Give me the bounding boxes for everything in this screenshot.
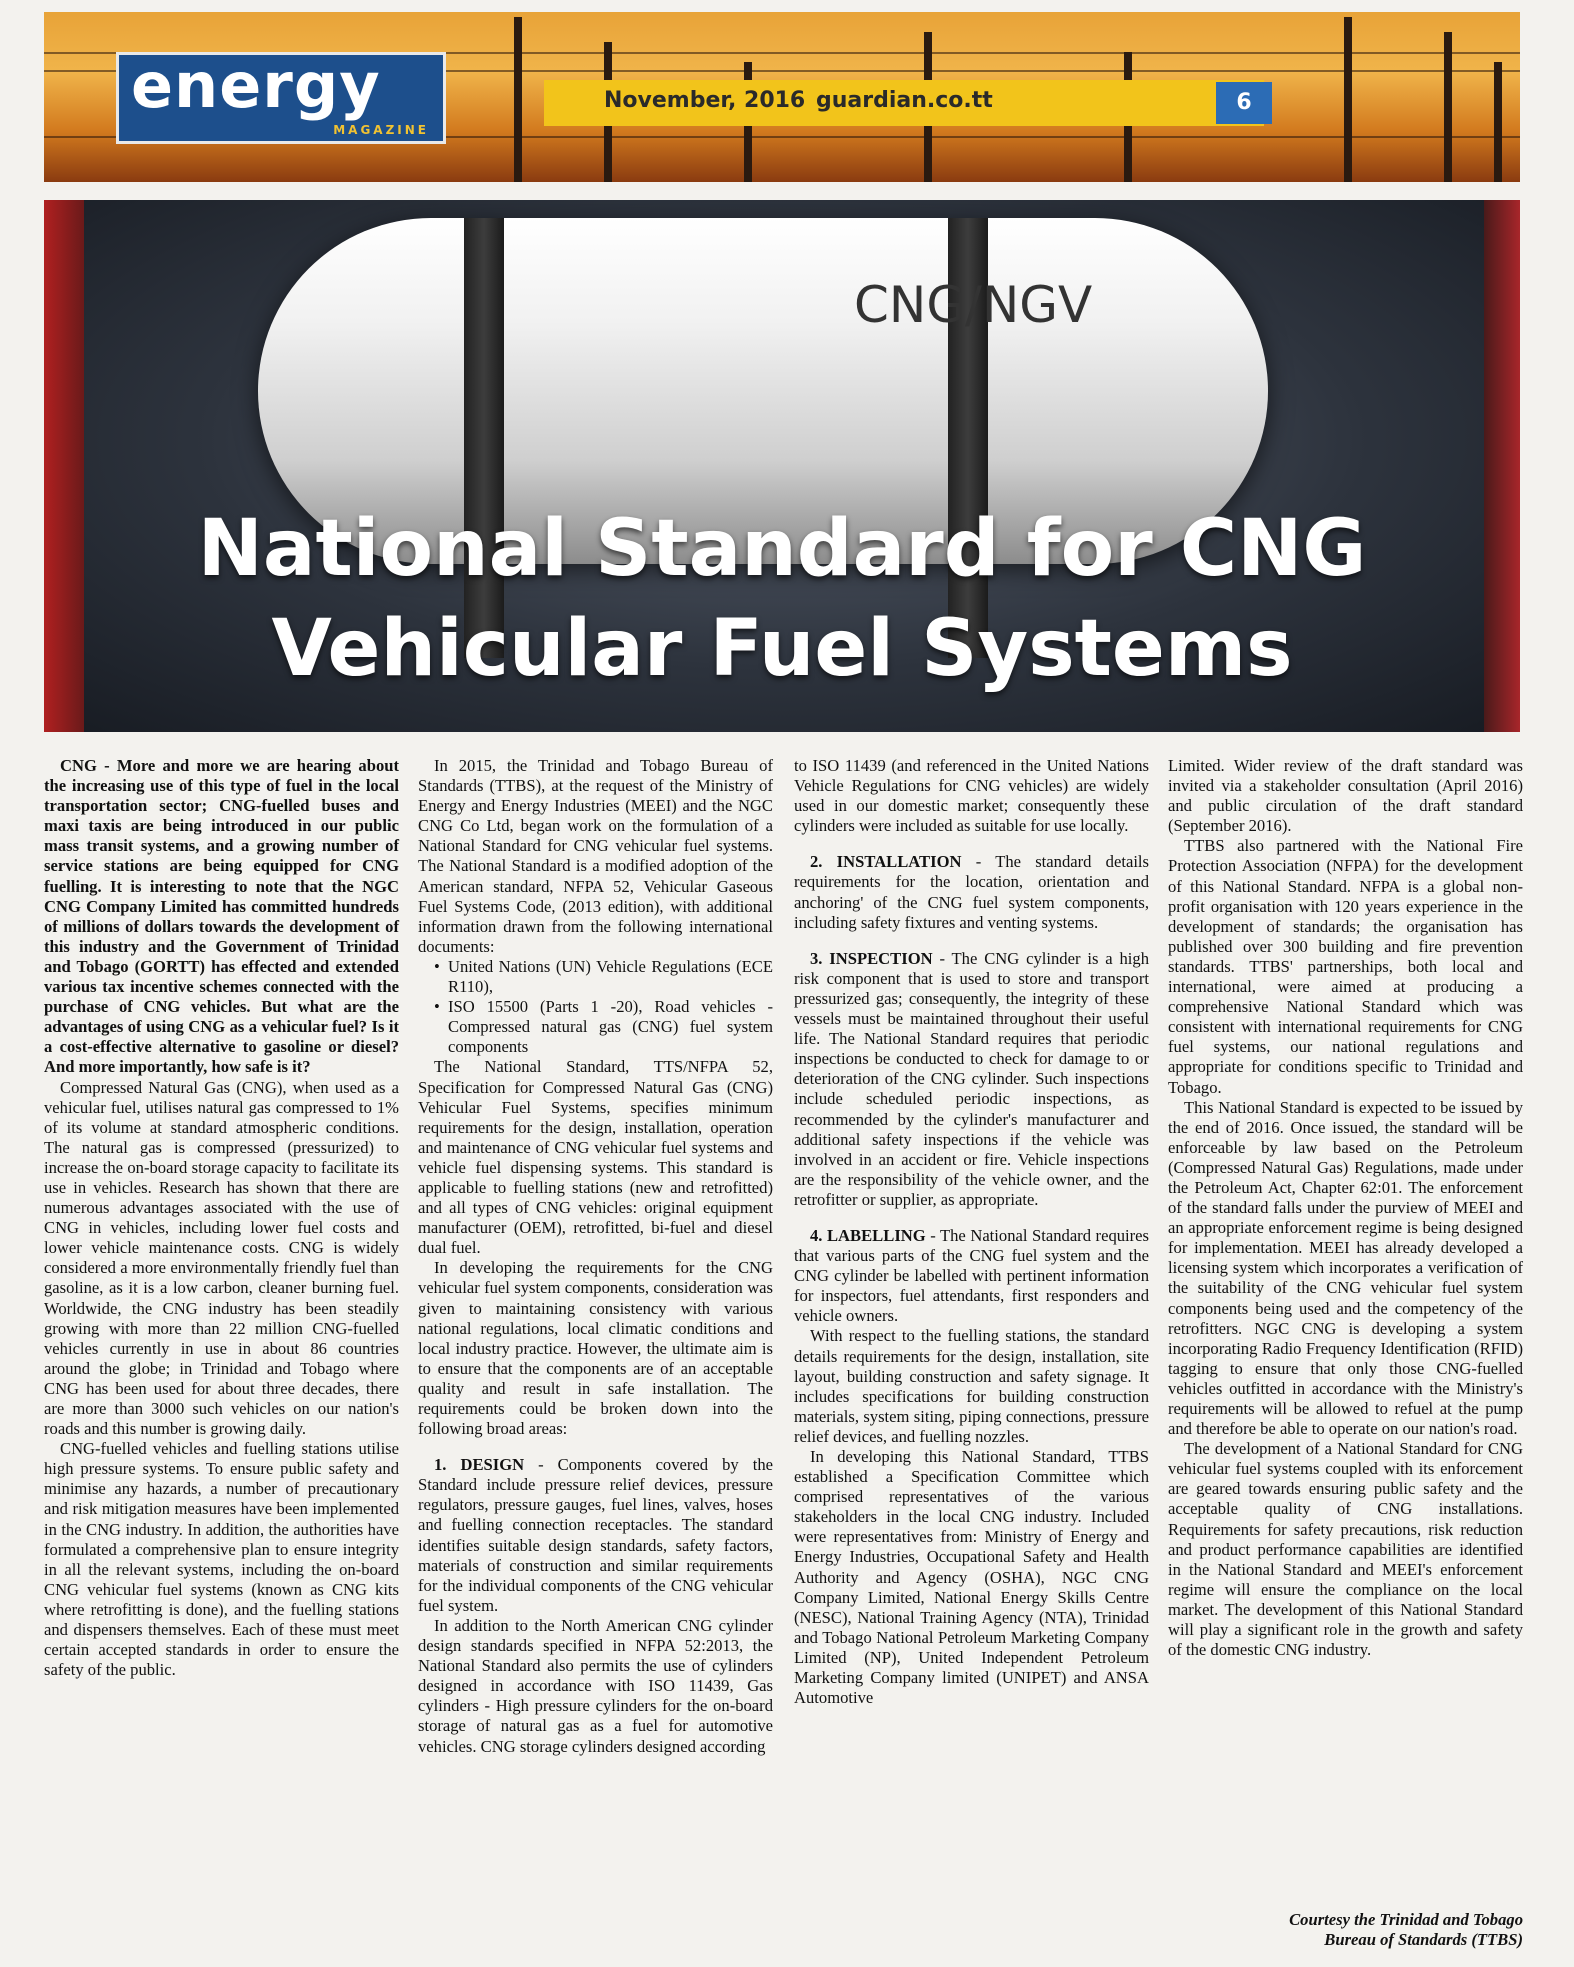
body-paragraph: In developing the requirements for the CNG vehicular fuel system components, consideration was given to maintaining consistency with various national regulations, local climatic conditions and local industry practice. However, the ultimate aim is to ensure that the components are of an acceptable quality and result in safe installation. The requirements could be broken down into the following broad areas: [418, 1258, 773, 1439]
list-item: • ISO 15500 (Parts 1 -20), Road vehicles - Compressed natural gas (CNG) fuel system components [436, 997, 773, 1057]
body-paragraph: CNG-fuelled vehicles and fuelling stations utilise high pressure systems. To ensure public safety and minimise any hazards, a number of precautionary and risk mitigation measures have been implemented in the CNG industry. In addition, the authorities have formulated a comprehensive plan to ensure integrity in all the relevant systems, including the on-board CNG vehicular fuel systems (known as CNG kits where retrofitting is done), and the fuelling stations and dispensers themselves. Each of these must meet certain accepted standards in order to ensure the safety of the public. [44, 1439, 399, 1680]
lead-paragraph [44, 756, 399, 1078]
body-paragraph: Limited. Wider review of the draft standard was invited via a stakeholder consultation (April 2016) and public circulation of the draft standard (September 2016). [1168, 756, 1523, 836]
section-installation [794, 852, 1149, 932]
section-inspection [794, 949, 1149, 1210]
section-heading: 2. INSTALLATION [810, 852, 962, 872]
article-column-3 [794, 756, 1149, 1708]
article-column-2 [418, 756, 773, 1757]
pylon-icon [1444, 32, 1452, 182]
section-text: - The standard details requirements for the location, orientation and anchoring' of the CNG fuel system components, including safety fixtures and venting systems. [794, 852, 1149, 932]
masthead-banner [44, 12, 1520, 182]
section-heading: 4. LABELLING [810, 1225, 926, 1245]
body-paragraph: to ISO 11439 (and referenced in the United Nations Vehicle Regulations for CNG vehicles) are widely used in our domestic market; consequently these cylinders were included as suitable for use locally. [794, 756, 1149, 836]
headline-line-1: National Standard for CNG [197, 504, 1367, 594]
credit-line-1: Courtesy the Trinidad and Tobago [1289, 1910, 1523, 1929]
section-heading: 1. DESIGN [434, 1455, 525, 1475]
headline-line-2: Vehicular Fuel Systems [271, 604, 1293, 694]
body-paragraph: The development of a National Standard for CNG vehicular fuel systems coupled with its enforcement are geared towards ensuring public safety and the acceptable quality of CNG installations. Requirements for safety precautions, risk reduction and product performance capabilities are identified in the National Standard and MEEI's enforcement regime will ensure the compliance on the local market. The development of this National Standard will play a significant role in the growth and safety of the domestic CNG industry. [1168, 1439, 1523, 1660]
logo-subtext: MAGAZINE [333, 123, 429, 137]
credit-line-2: Bureau of Standards (TTBS) [1324, 1930, 1523, 1949]
pylon-icon [514, 17, 522, 182]
section-text: - Components covered by the Standard include pressure relief devices, pressure regulators, pressure gauges, fuel lines, valves, hoses and fuelling connection receptacles. The standard identifies suitable design standards, safety factors, materials of construction and similar requirements for the individual components of the CNG vehicular fuel system. [418, 1455, 773, 1615]
body-paragraph: In addition to the North American CNG cylinder design standards specified in NFPA 52:2013, the National Standard also permits the use of cylinders designed in accordance with ISO 11439, Gas cylinders - High pressure cylinders for the on-board storage of natural gas as a fuel for automotive vehicles. CNG storage cylinders designed according [418, 1615, 773, 1756]
website-link[interactable]: guardian.co.tt [816, 88, 993, 113]
section-text: - The National Standard requires that various parts of the CNG fuel system and the CNG cylinder be labelled with pertinent information for inspectors, fuel attendants, first responders and vehicle owners. [794, 1225, 1149, 1326]
body-paragraph: In developing this National Standard, TTBS established a Specification Committee which comprised representatives of the various stakeholders in the local CNG industry. Included were representatives from: Ministry of Energy and Energy Industries, Occupational Safety and Health Authority and Agency (OSHA), NGC CNG Company Limited, National Energy Skills Centre (NESC), National Training Agency (NTA), Trinidad and Tobago National Petroleum Marketing Company Limited (NP), United Independent Petroleum Marketing Company limited (UNIPET) and ANSA Automotive [794, 1447, 1149, 1708]
lead-label: CNG [60, 756, 97, 775]
hero-image [44, 200, 1520, 732]
section-design [418, 1455, 773, 1616]
pylon-icon [1494, 62, 1502, 182]
list-item: • United Nations (UN) Vehicle Regulations (ECE R110), [436, 957, 773, 997]
body-paragraph: Compressed Natural Gas (CNG), when used as a vehicular fuel, utilises natural gas compressed to 1% of its volume at standard atmospheric conditions. The natural gas is compressed (pressurized) to increase the on-board storage capacity to facilitate its use in vehicles. Research has shown that there are numerous advantages associated with the use of CNG in vehicles, including lower fuel costs and lower vehicle maintenance costs. CNG is widely considered a more environmentally friendly fuel than gasoline, as it is a low carbon, cleaner burning fuel. Worldwide, the CNG industry has been steadily growing with more than 22 million CNG-fuelled vehicles currently in use in about 86 countries around the globe; in Trinidad and Tobago where CNG has been used for about three decades, there are more than 3000 such vehicles on our nation's roads and this number is growing daily. [44, 1077, 399, 1439]
magazine-logo [116, 49, 446, 144]
body-paragraph: The National Standard, TTS/NFPA 52, Specification for Compressed Natural Gas (CNG) Vehicular Fuel Systems, specifies minimum requirements for the design, installation, operation and maintenance of CNG vehicular fuel systems and vehicle fuel dispensing systems. This standard is applicable to fuelling stations (new and retrofitted) and all types of CNG vehicles: original equipment manufacturer (OEM), retrofitted, bi-fuel and diesel dual fuel. [418, 1057, 773, 1258]
article-column-1 [44, 756, 399, 1680]
issue-date: November, 2016 [604, 88, 806, 113]
lead-text: - More and more we are hearing about the increasing use of this type of fuel in the local transportation sector; CNG-fuelled buses and maxi taxis are being introduced in our public mass transit systems, and a growing number of service stations are being equipped for CNG fuelling. It is interesting to note that the NGC CNG Company Limited has committed hundreds of millions of dollars towards the development of this industry and the Government of Trinidad and Tobago (GORTT) has effected and extended various tax incentive schemes connected with the purchase of CNG vehicles. But what are the advantages of using CNG as a vehicular fuel? Is it a cost-effective alternative to gasoline or diesel? And more importantly, how safe is it? [44, 756, 399, 1077]
date-strip [544, 80, 1264, 126]
reference-list [418, 957, 773, 1057]
article-column-4 [1168, 756, 1523, 1660]
tank-label: CNG/NGV [854, 276, 1093, 334]
logo-text: energy [131, 49, 381, 122]
body-paragraph: This National Standard is expected to be issued by the end of 2016. Once issued, the standard will be enforceable by law based on the Petroleum (Compressed Natural Gas) Regulations, made under the Petroleum Act, Chapter 62:01. The enforcement of the standard falls under the purview of MEEI and an appropriate enforcement regime is being designed for implementation. MEEI has already developed a licensing system which incorporates a verification of the suitability of the CNG vehicular fuel system components being used and the competency of the retrofitters. NGC CNG is developing a system incorporating Radio Frequency Identification (RFID) tagging to ensure that only those CNG-fuelled vehicles outfitted in accordance with the Ministry's requirements will be allowed to refuel at the pump and therefore be able to operate on our nation's road. [1168, 1097, 1523, 1439]
section-text: - The CNG cylinder is a high risk component that is used to store and transport pressurized gas; consequently, the integrity of these vessels must be maintained throughout their useful life. The National Standard requires that periodic inspections be conducted to check for damage to or deterioration of the CNG cylinder. Such inspections include scheduled periodic inspections, as recommended by the cylinder's manufacturer and additional safety inspections if the vehicle was involved in an accident or fire. Vehicle inspections are the responsibility of the vehicle owner, and the retrofitter or supplier, as appropriate. [794, 948, 1149, 1209]
body-paragraph: TTBS also partnered with the National Fire Protection Association (NFPA) for the development of this National Standard. NFPA is a global non-profit organisation with 120 years experience in the development of standards; the organisation has published over 300 building and fire prevention standards. TTBS' partnerships, both local and international, were aimed at producing a comprehensive National Standard which was consistent with international requirements for CNG fuel systems, our national regulations and appropriate for conditions specific to Trinidad and Tobago. [1168, 836, 1523, 1097]
section-labelling [794, 1226, 1149, 1326]
article-credit [1168, 1910, 1523, 1950]
body-paragraph: With respect to the fuelling stations, the standard details requirements for the design, installation, site layout, building construction and safety signage. It includes specifications for building construction materials, system siting, piping connections, pressure relief devices, and fuelling nozzles. [794, 1326, 1149, 1446]
body-paragraph: In 2015, the Trinidad and Tobago Bureau of Standards (TTBS), at the request of the Ministry of Energy and Energy Industries (MEEI) and the NGC CNG Co Ltd, began work on the formulation of a National Standard for CNG vehicular fuel systems. The National Standard is a modified adoption of the American standard, NFPA 52, Vehicular Gaseous Fuel Systems Code, (2013 edition), with additional information drawn from the following international documents: [418, 756, 773, 956]
pylon-icon [1344, 17, 1352, 182]
page-number: 6 [1216, 82, 1272, 124]
section-heading: 3. INSPECTION [810, 948, 933, 968]
